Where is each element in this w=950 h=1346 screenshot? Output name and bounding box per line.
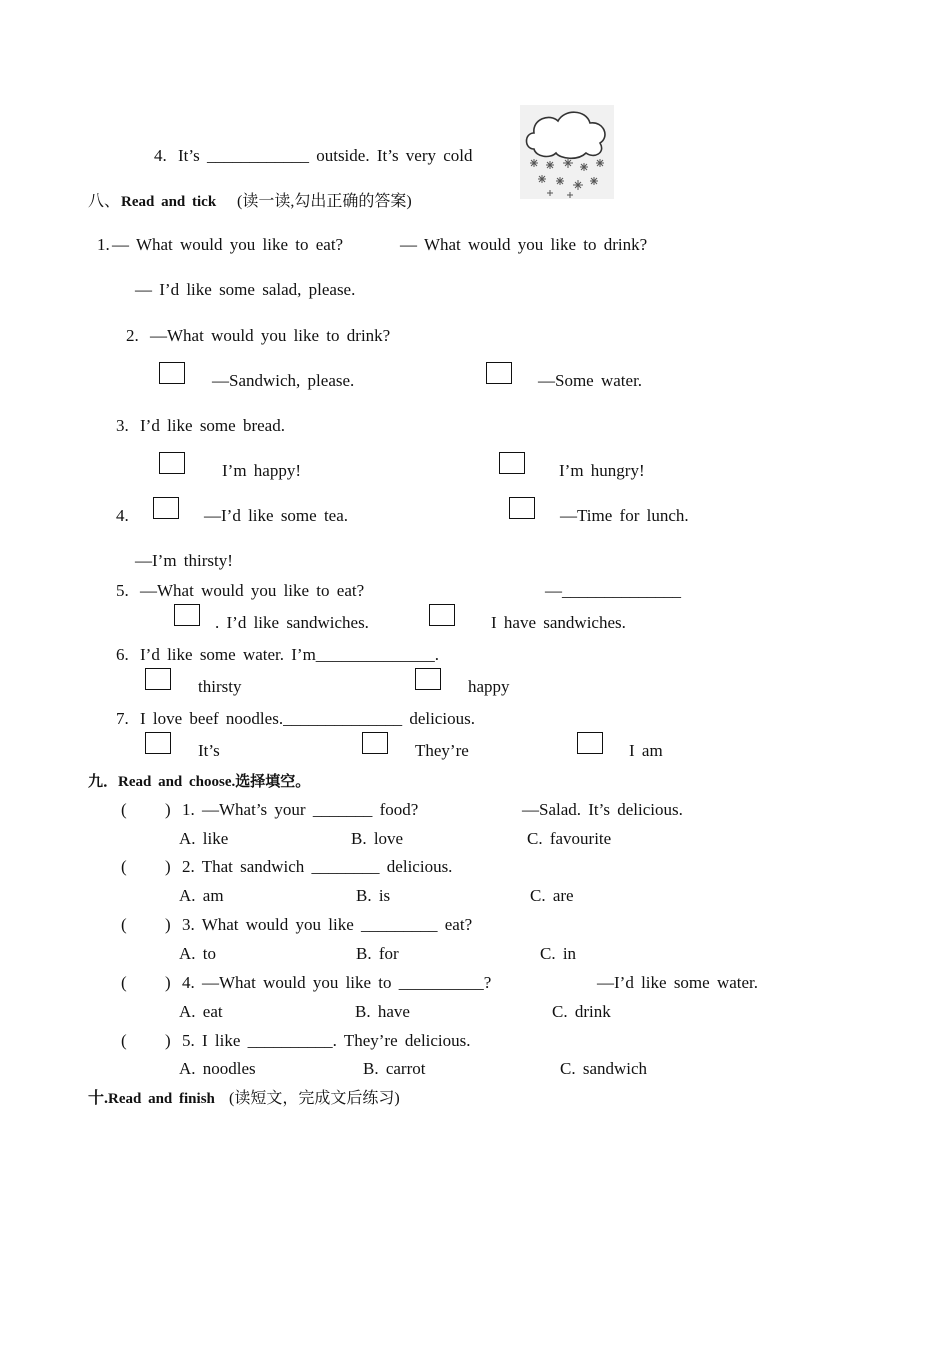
s8-q3-prompt: I’d like some bread.: [140, 416, 285, 435]
s8-q6-prompt: I’d like some water. I’m______________.: [140, 645, 440, 664]
s9-q2-paren-close: ): [165, 857, 171, 876]
s9-q4-reply: —I’d like some water.: [597, 973, 759, 992]
s8-q2-option-a: —Sandwich, please.: [212, 371, 355, 390]
s9-q2-option-c: C. are: [530, 886, 574, 905]
s9-q5-option-a: A. noodles: [179, 1059, 256, 1078]
s8-q5-checkbox-b[interactable]: [429, 604, 455, 626]
s9-q4-paren-close: ): [165, 973, 171, 992]
s9-q1-reply: —Salad. It’s delicious.: [522, 800, 683, 819]
s8-q6-option-b: happy: [468, 677, 510, 696]
s8-q7-checkbox-b[interactable]: [362, 732, 388, 754]
s8-q6-checkbox-b[interactable]: [415, 668, 441, 690]
weather-sentence: It’s ____________ outside. It’s very cold: [178, 146, 473, 165]
s9-q3-option-c: C. in: [540, 944, 577, 963]
s8-q1-option-a: — What would you like to drink?: [400, 235, 648, 254]
s9-q5-option-b: B. carrot: [363, 1059, 426, 1078]
s9-q3-option-b: B. for: [356, 944, 399, 963]
s9-q2-option-a: A. am: [179, 886, 224, 905]
section8-heading-cn: (读一读,勾出正确的答案): [237, 193, 412, 210]
s8-q6-option-a: thirsty: [198, 677, 242, 696]
s8-q7-checkbox-c[interactable]: [577, 732, 603, 754]
s8-q3-number: 3.: [116, 416, 129, 435]
s9-q1-option-c: C. favourite: [527, 829, 612, 848]
s8-q2-option-b: —Some water.: [538, 371, 643, 390]
s8-q2-number: 2.: [126, 326, 139, 345]
s8-q7-checkbox-a[interactable]: [145, 732, 171, 754]
s9-q3-paren-open: (: [121, 915, 127, 934]
s9-q3-paren-close: ): [165, 915, 171, 934]
s9-q4-option-c: C. drink: [552, 1002, 611, 1021]
s8-q5-checkbox-a[interactable]: [174, 604, 200, 626]
s8-q7-option-b: They’re: [415, 741, 469, 760]
section8-heading: Read and tick: [121, 194, 217, 210]
s8-q5-prompt: —What would you like to eat?: [140, 581, 365, 600]
s9-q1-text: 1. —What’s your _______ food?: [182, 800, 419, 819]
s8-q3-option-a: I’m happy!: [222, 461, 302, 480]
s9-q1-paren-close: ): [165, 800, 171, 819]
s8-q7-number: 7.: [116, 709, 129, 728]
s8-q3-checkbox-b[interactable]: [499, 452, 525, 474]
s8-q5-number: 5.: [116, 581, 129, 600]
s9-q5-paren-close: ): [165, 1031, 171, 1050]
s9-q4-text: 4. —What would you like to __________?: [182, 973, 492, 992]
s8-q3-checkbox-a[interactable]: [159, 452, 185, 474]
s9-q3-text: 3. What would you like _________ eat?: [182, 915, 473, 934]
s8-q4-number: 4.: [116, 506, 129, 525]
s8-q1-number: 1.: [97, 235, 110, 254]
q4-number: 4.: [154, 146, 167, 165]
section9-heading: 九．Read and choose.选择填空。: [88, 774, 311, 790]
s8-q1-option-b: — I’d like some salad, please.: [135, 280, 356, 299]
s8-q2-checkbox-b[interactable]: [486, 362, 512, 384]
s9-q2-option-b: B. is: [356, 886, 391, 905]
s8-q5-option-a: . I’d like sandwiches.: [215, 613, 369, 632]
s9-q1-option-b: B. love: [351, 829, 404, 848]
s8-q2-prompt: —What would you like to drink?: [150, 326, 391, 345]
s9-q4-option-a: A. eat: [179, 1002, 223, 1021]
s9-q5-option-c: C. sandwich: [560, 1059, 648, 1078]
section10-label: 十.: [88, 1090, 109, 1107]
s8-q6-checkbox-a[interactable]: [145, 668, 171, 690]
s8-q7-option-a: It’s: [198, 741, 220, 760]
s8-q4-checkbox-a[interactable]: [153, 497, 179, 519]
s9-q1-paren-open: (: [121, 800, 127, 819]
s8-q5-answer-blank: —______________: [545, 581, 681, 600]
s9-q3-option-a: A. to: [179, 944, 216, 963]
s8-q4-prompt: —I’m thirsty!: [135, 551, 233, 570]
s8-q7-option-c: I am: [629, 741, 663, 760]
s8-q3-option-b: I’m hungry!: [559, 461, 645, 480]
s9-q1-option-a: A. like: [179, 829, 229, 848]
s9-q4-paren-open: (: [121, 973, 127, 992]
s8-q4-checkbox-b[interactable]: [509, 497, 535, 519]
section10-heading: Read and finish: [108, 1091, 215, 1107]
section8-label: 八、: [88, 193, 121, 210]
s8-q2-checkbox-a[interactable]: [159, 362, 185, 384]
s8-q7-prompt: I love beef noodles.______________ delicious.: [140, 709, 475, 728]
s8-q6-number: 6.: [116, 645, 129, 664]
s9-q5-text: 5. I like __________. They’re delicious.: [182, 1031, 471, 1050]
s8-q5-option-b: I have sandwiches.: [491, 613, 626, 632]
s8-q1-prompt: — What would you like to eat?: [112, 235, 344, 254]
s9-q5-paren-open: (: [121, 1031, 127, 1050]
s8-q4-option-b: —Time for lunch.: [560, 506, 689, 525]
s9-q2-text: 2. That sandwich ________ delicious.: [182, 857, 453, 876]
s8-q4-option-a: —I’d like some tea.: [204, 506, 349, 525]
s9-q4-option-b: B. have: [355, 1002, 410, 1021]
snow-cloud-icon: [520, 105, 614, 199]
s9-q2-paren-open: (: [121, 857, 127, 876]
section10-heading-cn: (读短文，完成文后练习): [229, 1090, 400, 1107]
